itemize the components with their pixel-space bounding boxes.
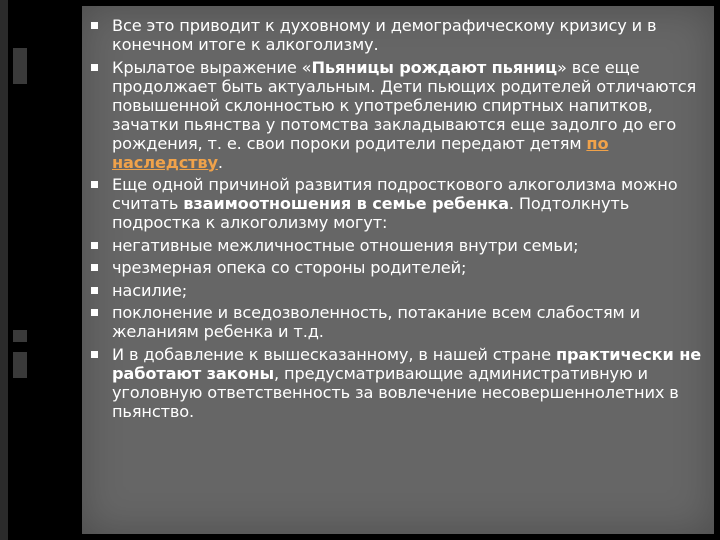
bullet-text: Все это приводит к духовному и демографическому кризису и в конечном итоге к алкоголизму. (112, 16, 657, 54)
decor-block (13, 330, 27, 342)
bullet-item (82, 16, 706, 54)
bullet-item (82, 58, 706, 172)
bullet-text: Крылатое выражение « (112, 57, 312, 77)
bullet-text: чрезмерная опека со стороны родителей; (112, 258, 467, 277)
bullet-text: » все еще продолжает быть актуальным. Дети пьющих родителей отличаются повышенной склонностью к употреблению спиртных напитков, зачатки пьянства у потомства закладываются еще задолго до его рождения, т. е. свои пороки родители передают детям (112, 57, 697, 153)
square-bullet-icon (91, 351, 98, 358)
bullet-bold-text: взаимоотношения в семье ребенка (183, 194, 509, 213)
bullet-text: насилие; (112, 280, 188, 300)
bullet-item (82, 236, 706, 255)
square-bullet-icon (91, 309, 98, 316)
bullet-text: поклонение и вседозволенность, потакание всем слабостям и желаниям ребенка и т.д. (112, 303, 640, 341)
decor-block (13, 352, 27, 378)
bullet-text: . Подтолкнуть подростка к алкоголизму могут: (112, 194, 630, 232)
bullet-text: , предусматривающие административную и уголовную ответственность за вовлечение несовершеннолетних в пьянство. (112, 363, 679, 421)
square-bullet-icon (91, 264, 98, 271)
square-bullet-icon (91, 22, 98, 29)
bullet-item (82, 175, 706, 232)
square-bullet-icon (91, 287, 98, 294)
square-bullet-icon (91, 242, 98, 249)
bullet-text: . (217, 152, 223, 172)
bullet-text: И в добавление к вышесказанному, в нашей стране (112, 344, 556, 364)
decor-block (13, 48, 27, 84)
bullet-text: Еще одной причиной развития подросткового алкоголизма можно считать (112, 175, 678, 213)
content-panel (82, 6, 714, 534)
left-decor-blocks (13, 0, 29, 540)
left-decor-bar (0, 0, 8, 540)
square-bullet-icon (91, 64, 98, 71)
inheritance-link[interactable]: по наследству (112, 133, 609, 172)
bullet-text: негативные межличностные отношения внутри семьи; (112, 235, 579, 255)
square-bullet-icon (91, 181, 98, 188)
bullet-bold-text: Пьяницы рождают пьяниц (311, 57, 558, 77)
bullet-item (82, 345, 706, 421)
bullet-list (82, 6, 714, 421)
bullet-item (82, 281, 706, 300)
bullet-item (82, 258, 706, 277)
bullet-bold-text: практически не работают законы (112, 344, 702, 383)
bullet-item (82, 303, 706, 341)
